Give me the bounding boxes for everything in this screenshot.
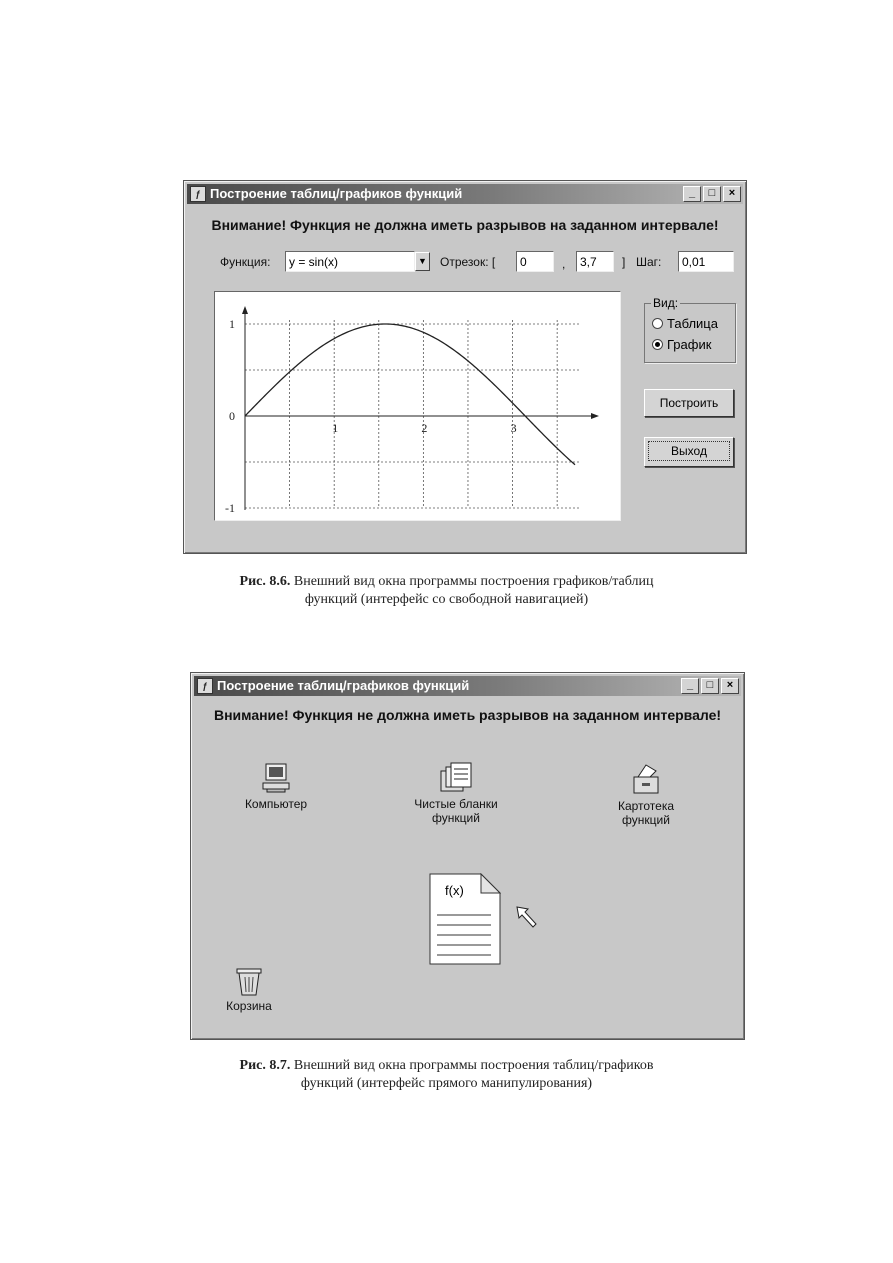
computer-icon [259, 761, 293, 795]
window-title: Построение таблиц/графиков функций [217, 678, 470, 693]
function-document[interactable] [429, 873, 501, 965]
caption-8-6-line1: Внешний вид окна программы построения графиков/таблиц [293, 574, 654, 589]
radio-graph-indicator[interactable] [652, 339, 663, 350]
build-button[interactable] [644, 389, 734, 417]
sin-curve [245, 324, 575, 465]
card-file-icon [628, 761, 664, 797]
window-title: Построение таблиц/графиков функций [210, 186, 463, 201]
caption-8-6-label: Рис. 8.6. [239, 574, 291, 589]
y-axis-arrow [242, 306, 248, 314]
plot-canvas [215, 292, 620, 520]
step-input[interactable]: 0,01 [678, 251, 734, 272]
minimize-button[interactable]: _ [683, 186, 701, 202]
title-bar[interactable] [187, 184, 743, 204]
trash-icon-label: Корзина [226, 999, 272, 1013]
title-bar[interactable] [194, 676, 741, 696]
x-tick-label: 1 [332, 421, 339, 435]
radio-table-indicator[interactable] [652, 318, 663, 329]
segment-separator: , [562, 257, 566, 271]
y-tick-label: 0 [229, 409, 235, 423]
card-file-desktop-icon[interactable] [596, 761, 696, 827]
window-free-navigation [183, 180, 747, 554]
x-tick-label: 3 [510, 421, 517, 435]
warning-text: Внимание! Функция не должна иметь разрывов на заданном интервале! [213, 707, 722, 723]
y-tick-label: -1 [225, 501, 235, 515]
radio-graph[interactable] [652, 337, 711, 352]
card-file-label-line2: функций [622, 813, 670, 827]
document-title: f(x) [445, 883, 464, 898]
figure-caption-8-7 [0, 1057, 893, 1093]
trash-desktop-icon[interactable] [219, 965, 279, 1013]
minimize-button[interactable]: _ [681, 678, 699, 694]
segment-label: Отрезок: [ [440, 255, 496, 269]
app-icon: ƒ [190, 186, 206, 202]
caption-8-6-line2: функций (интерфейс со свободной навигацией) [304, 592, 589, 607]
radio-graph-label: График [667, 337, 712, 352]
maximize-button[interactable]: □ [701, 678, 719, 694]
segment-end-input[interactable]: 3,7 [576, 251, 614, 272]
segment-start-input[interactable]: 0 [516, 251, 554, 272]
radio-table[interactable] [652, 316, 718, 331]
x-tick-label: 2 [421, 421, 428, 435]
close-button[interactable]: × [721, 678, 739, 694]
blank-forms-label-line2: функций [432, 811, 480, 825]
forms-stack-icon [438, 761, 474, 795]
combobox-dropdown-button[interactable]: ▼ [415, 252, 430, 271]
trash-icon [234, 965, 264, 997]
function-plot [214, 291, 621, 521]
x-axis-arrow [591, 413, 599, 419]
figure-caption-8-6 [0, 573, 893, 609]
step-label: Шаг: [636, 255, 662, 269]
computer-desktop-icon[interactable] [231, 761, 321, 811]
caption-8-7-line1: Внешний вид окна программы построения таблиц/графиков [293, 1058, 654, 1073]
window-direct-manipulation [190, 672, 745, 1040]
exit-button-label: Выход [648, 441, 730, 461]
card-file-label-line1: Картотека [617, 799, 675, 813]
close-button[interactable]: × [723, 186, 741, 202]
computer-icon-label: Компьютер [244, 797, 308, 811]
caption-8-7-line2: функций (интерфейс прямого манипулирования) [300, 1076, 593, 1091]
view-groupbox [644, 296, 736, 363]
exit-button[interactable] [644, 437, 734, 467]
mouse-pointer-icon [515, 905, 541, 931]
build-button-label: Построить [659, 396, 719, 410]
blank-forms-desktop-icon[interactable] [401, 761, 511, 825]
function-combobox[interactable]: y = sin(x) [285, 251, 415, 272]
radio-table-label: Таблица [667, 316, 718, 331]
segment-close-bracket: ] [622, 255, 626, 269]
view-group-label: Вид: [653, 296, 679, 310]
warning-text: Внимание! Функция не должна иметь разрывов на заданном интервале! [211, 217, 719, 233]
y-tick-label: 1 [229, 317, 235, 331]
maximize-button[interactable]: □ [703, 186, 721, 202]
app-icon: ƒ [197, 678, 213, 694]
document-icon [429, 873, 501, 965]
function-label: Функция: [220, 255, 271, 269]
blank-forms-label-line1: Чистые бланки [414, 797, 498, 811]
caption-8-7-label: Рис. 8.7. [239, 1058, 291, 1073]
